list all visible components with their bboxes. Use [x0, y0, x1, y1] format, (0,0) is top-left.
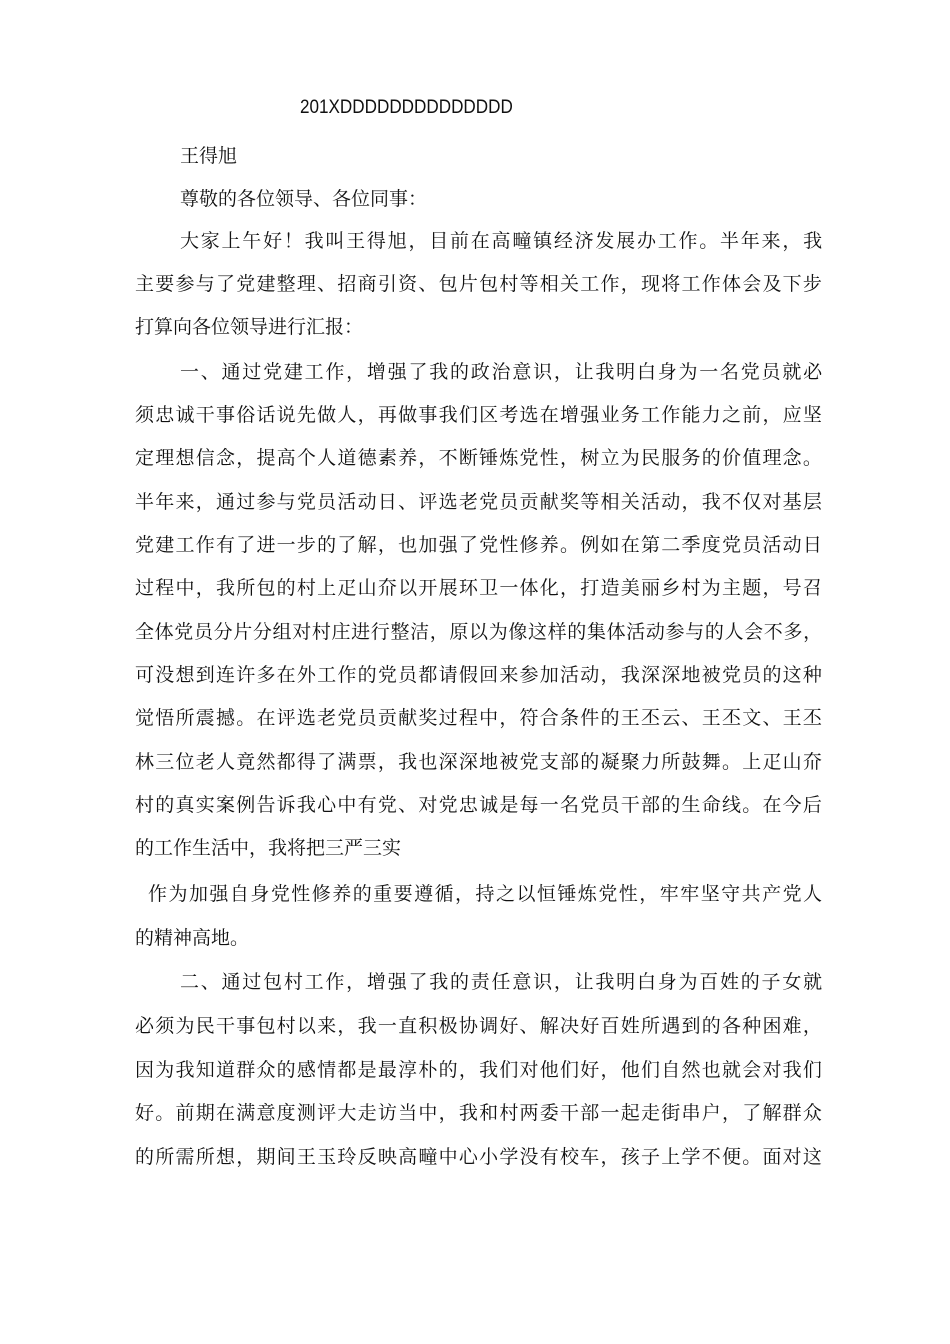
- paragraph-line: 党建工作有了进一步的了解，也加强了党性修养。例如在第二季度党员活动日: [135, 534, 824, 556]
- paragraph-line: 林三位老人竟然都得了满票，我也深深地被党支部的凝聚力所鼓舞。上疋山夼: [135, 751, 824, 773]
- paragraph-line: 好。前期在满意度测评大走访当中，我和村两委干部一起走街串户，了解群众: [135, 1102, 824, 1124]
- paragraph-line: 一、通过党建工作，增强了我的政治意识，让我明白身为一名党员就必: [180, 361, 824, 383]
- greeting-line: 尊敬的各位领导、各位同事：: [180, 188, 428, 210]
- paragraph-line: 定理想信念，提高个人道德素养，不断锤炼党性，树立为民服务的价值理念。: [135, 447, 824, 469]
- author-name: 王得旭: [180, 145, 238, 167]
- paragraph-line: 因为我知道群众的感情都是最淳朴的，我们对他们好，他们自然也就会对我们: [135, 1059, 824, 1081]
- paragraph-line: 大家上午好！我叫王得旭，目前在高疃镇经济发展办工作。半年来，我: [180, 230, 824, 252]
- paragraph-line: 打算向各位领导进行汇报：: [135, 316, 364, 338]
- paragraph-line: 必须为民干事包村以来，我一直积极协调好、解决好百姓所遇到的各种困难，: [135, 1015, 824, 1037]
- paragraph-line: 觉悟所震撼。在评选老党员贡献奖过程中，符合条件的王丕云、王丕文、王丕: [135, 707, 824, 729]
- paragraph-line: 过程中，我所包的村上疋山夼以开展环卫一体化，打造美丽乡村为主题，号召: [135, 577, 824, 599]
- document-title: 201XDDDDDDDDDDDDDD: [300, 97, 513, 118]
- paragraph-line: 的精神高地。: [135, 927, 250, 949]
- paragraph-line: 半年来，通过参与党员活动日、评选老党员贡献奖等相关活动，我不仅对基层: [135, 491, 824, 513]
- paragraph-line: 作为加强自身党性修养的重要遵循，持之以恒锤炼党性，牢牢坚守共产党人: [148, 883, 824, 905]
- paragraph-line: 须忠诚干事俗话说先做人，再做事我们区考选在增强业务工作能力之前，应坚: [135, 404, 824, 426]
- paragraph-line: 的所需所想，期间王玉玲反映高疃中心小学没有校车，孩子上学不便。面对这: [135, 1146, 824, 1168]
- paragraph-line: 全体党员分片分组对村庄进行整洁，原以为像这样的集体活动参与的人会不多，: [135, 621, 823, 643]
- paragraph-line: 主要参与了党建整理、招商引资、包片包村等相关工作，现将工作体会及下步: [135, 273, 824, 295]
- paragraph-line: 可没想到连许多在外工作的党员都请假回来参加活动，我深深地被党员的这种: [135, 664, 824, 686]
- paragraph-line: 的工作生活中，我将把三严三实: [135, 837, 402, 859]
- paragraph-line: 二、通过包村工作，增强了我的责任意识，让我明白身为百姓的子女就: [180, 971, 824, 993]
- paragraph-line: 村的真实案例告诉我心中有党、对党忠诚是每一名党员干部的生命线。在今后: [135, 794, 824, 816]
